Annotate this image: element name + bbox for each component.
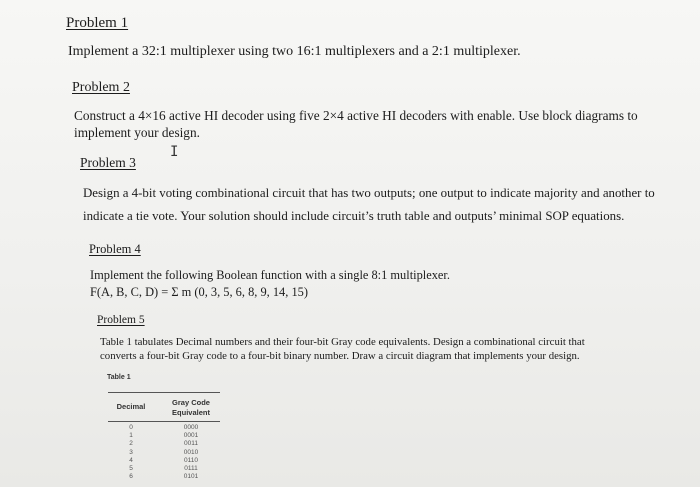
problem-2-line-1: Construct a 4×16 active HI decoder using five 2×4 active HI decoders with enable. Use block diagrams to (74, 108, 638, 123)
gray-cell: 0110 (184, 456, 198, 464)
decimal-cell: 3 (129, 448, 133, 456)
table-column-decimal (118, 424, 144, 481)
decimal-cell: 1 (129, 432, 133, 440)
problem-1-line-1: Implement a 32:1 multiplexer using two 16:1 multiplexers and a 2:1 multiplexer. (68, 44, 521, 59)
problem-1-text (68, 44, 521, 60)
decimal-cell: 6 (129, 473, 133, 481)
problem-2-line-2: implement your design. (74, 125, 200, 140)
table-caption: Table 1 (107, 374, 131, 381)
problem-4-heading: Problem 4 (89, 242, 141, 256)
problem-5-text (100, 335, 585, 363)
decimal-cell: 5 (129, 465, 133, 473)
problem-3-line-1: Design a 4-bit voting combinational circuit that has two outputs; one output to indicate majority and another to (83, 186, 655, 200)
decimal-cell: 4 (129, 456, 133, 464)
gray-cell: 0000 (183, 424, 199, 431)
table-header-gray: Gray Code Equivalent (172, 398, 210, 417)
gray-cell: 0111 (184, 465, 198, 473)
gray-cell: 0011 (184, 440, 198, 448)
problem-2-heading: Problem 2 (72, 80, 130, 95)
gray-cell: 0101 (183, 473, 199, 481)
gray-cell: 0001 (183, 432, 199, 440)
table-column-gray (176, 424, 206, 481)
problem-3-line-2: indicate a tie vote. Your solution should include circuit’s truth table and outputs’ minimal SOP equations. (83, 209, 625, 223)
problem-3-text (83, 182, 655, 228)
problem-5-line-2: converts a four-bit Gray code to a four-bit binary number. Draw a circuit diagram that implements your design. (100, 350, 580, 362)
problem-4-function: F(A, B, C, D) = Σ m (0, 3, 5, 6, 8, 9, 14, 15) (90, 285, 308, 299)
problem-5-line-1: Table 1 tabulates Decimal numbers and their four-bit Gray code equivalents. Design a combinational circuit that (100, 336, 585, 348)
decimal-cell: 2 (129, 440, 133, 448)
problem-2-text (74, 107, 638, 141)
problem-4-text (90, 267, 450, 301)
table-header-decimal: Decimal (116, 402, 146, 411)
decimal-cell: 0 (129, 424, 133, 431)
table-top-rule (108, 392, 220, 393)
text-cursor-icon: I (170, 144, 179, 160)
table-header-rule (108, 421, 220, 422)
problem-1-heading: Problem 1 (66, 15, 129, 31)
problem-5-heading: Problem 5 (97, 314, 145, 326)
problem-3-heading: Problem 3 (80, 155, 136, 170)
gray-cell: 0010 (183, 448, 199, 456)
problem-4-line-1: Implement the following Boolean function with a single 8:1 multiplexer. (90, 268, 450, 282)
